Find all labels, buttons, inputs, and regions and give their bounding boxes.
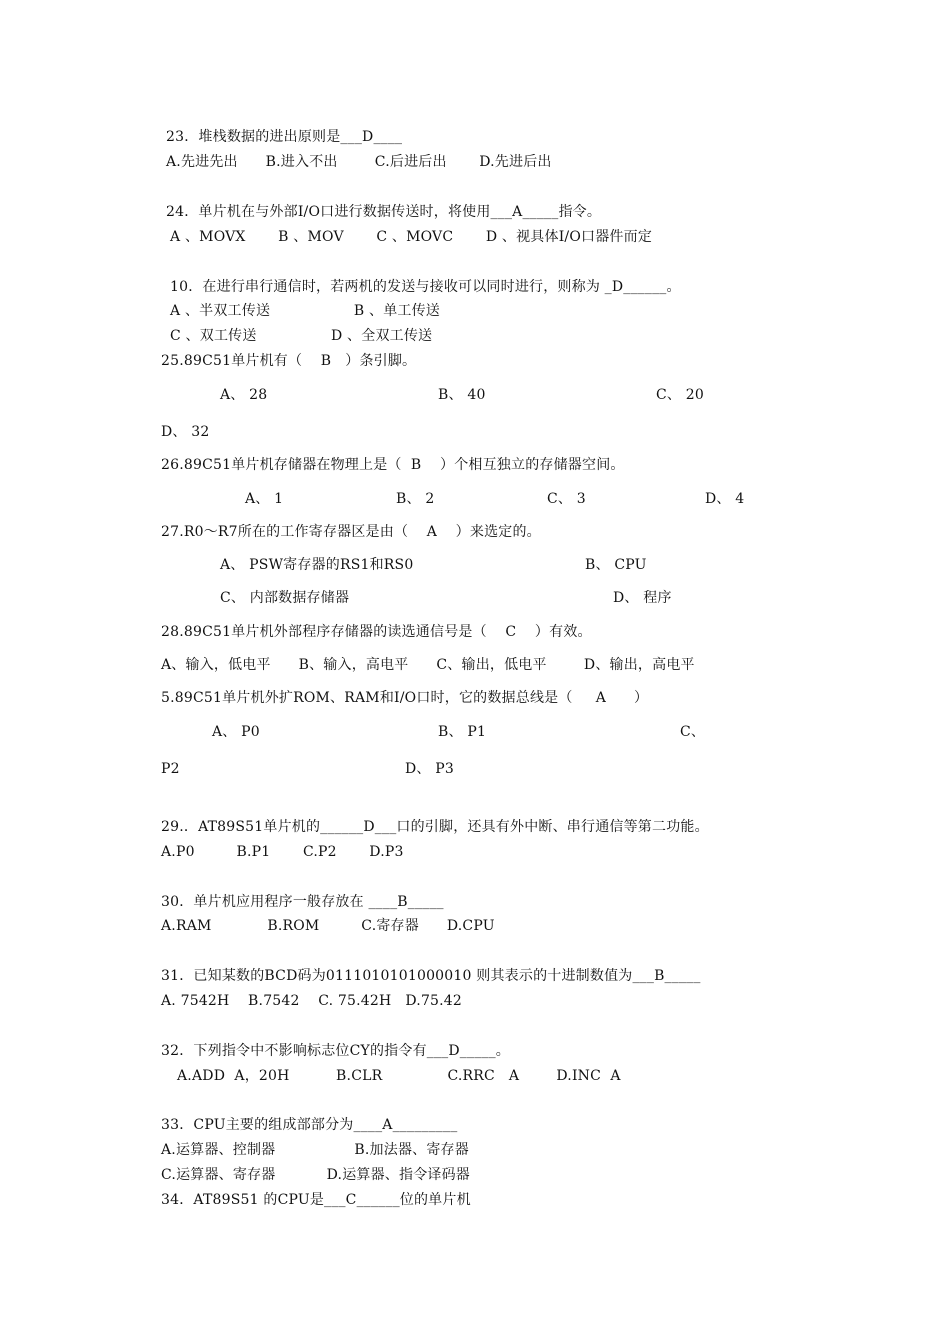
q25-option-b: B、 40 xyxy=(438,387,486,403)
q10-options-row2: C 、双工传送 D 、全双工传送 xyxy=(170,328,433,344)
q32-options: A.ADD A，20H B.CLR C.RRC A D.INC A xyxy=(177,1068,621,1084)
q25-option-a: A、 28 xyxy=(220,387,268,403)
q25-question: 25.89C51单片机有（ B ）条引脚。 xyxy=(161,353,417,369)
q30-question: 30．单片机应用程序一般存放在 ____B_____ xyxy=(161,894,444,910)
q5-option-b: B、 P1 xyxy=(438,724,487,740)
q23-options: A.先进先出 B.进入不出 C.后进后出 D.先进后出 xyxy=(166,154,552,170)
q25-option-c: C、 20 xyxy=(656,387,704,403)
q26-option-d: D、 4 xyxy=(705,491,745,507)
q30-options: A.RAM B.ROM C.寄存器 D.CPU xyxy=(161,918,495,934)
q5-option-c-value: P2 xyxy=(161,761,180,777)
q31-options: A. 7542H B.7542 C. 75.42H D.75.42 xyxy=(161,993,463,1009)
q33-options-row2: C.运算器、寄存器 D.运算器、指令译码器 xyxy=(161,1167,470,1183)
q34-question: 34．AT89S51 的CPU是___C______位的单片机 xyxy=(161,1192,471,1208)
q28-options: A、输入，低电平 B、输入，高电平 C、输出，低电平 D、输出，高电平 xyxy=(161,657,695,673)
q29-options: A.P0 B.P1 C.P2 D.P3 xyxy=(161,844,404,860)
q10-question: 10．在进行串行通信时，若两机的发送与接收可以同时进行，则称为 _D______。 xyxy=(170,279,681,295)
q27-option-b: B、 CPU xyxy=(585,557,647,573)
q10-options-row1: A 、半双工传送 B 、单工传送 xyxy=(170,303,441,319)
q27-question: 27.R0～R7所在的工作寄存器区是由（ A ）来选定的。 xyxy=(161,524,541,540)
q28-question: 28.89C51单片机外部程序存储器的读选通信号是（ C ）有效。 xyxy=(161,624,592,640)
q24-question: 24．单片机在与外部I/O口进行数据传送时，将使用___A_____指令。 xyxy=(166,204,602,220)
q24-options: A 、MOVX B 、MOV C 、MOVC D 、视具体I/O口器件而定 xyxy=(170,229,653,245)
q23-question: 23．堆栈数据的进出原则是___D____ xyxy=(166,129,403,145)
q26-option-b: B、 2 xyxy=(396,491,435,507)
q5-option-d: D、 P3 xyxy=(405,761,455,777)
q5-option-a: A、 P0 xyxy=(212,724,260,740)
q5-question: 5.89C51单片机外扩ROM、RAM和I/O口时，它的数据总线是（ A ） xyxy=(161,690,649,706)
q25-option-d: D、 32 xyxy=(161,424,210,440)
q33-question: 33．CPU主要的组成部部分为____A_________ xyxy=(161,1117,458,1133)
q27-option-c: C、 内部数据存储器 xyxy=(220,590,350,606)
q26-question: 26.89C51单片机存储器在物理上是（ B ）个相互独立的存储器空间。 xyxy=(161,457,625,473)
q5-option-c: C、 xyxy=(680,724,706,740)
q27-option-a: A、 PSW寄存器的RS1和RS0 xyxy=(220,557,414,573)
q26-option-a: A、 1 xyxy=(245,491,284,507)
q32-question: 32．下列指令中不影响标志位CY的指令有___D_____。 xyxy=(161,1043,510,1059)
q26-option-c: C、 3 xyxy=(547,491,586,507)
q29-question: 29.．AT89S51单片机的______D___口的引脚，还具有外中断、串行通信等第二功能。 xyxy=(161,819,709,835)
q27-option-d: D、 程序 xyxy=(613,590,672,606)
q31-question: 31．已知某数的BCD码为0111010101000010 则其表示的十进制数值为___B_____ xyxy=(161,968,701,984)
q33-options-row1: A.运算器、控制器 B.加法器、寄存器 xyxy=(161,1142,469,1158)
